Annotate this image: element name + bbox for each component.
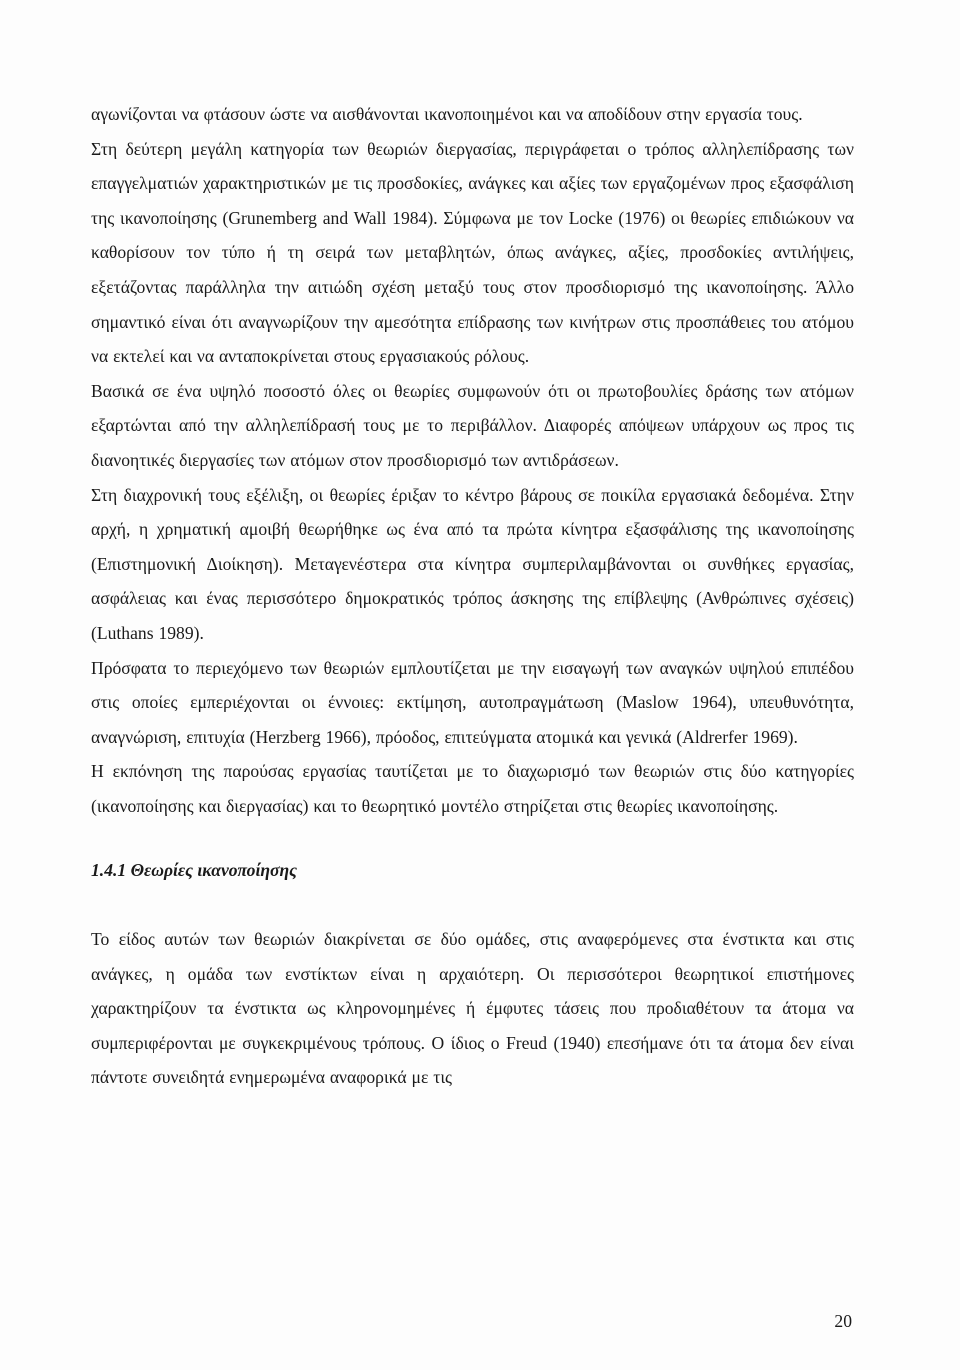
paragraph-2: Στη δεύτερη μεγάλη κατηγορία των θεωριών διεργασίας, περιγράφεται ο τρόπος αλληλεπίδρασης των επαγγελματιών χαρακτηριστικών με τις προσδοκίες, ανάγκες και αξίες των εργαζομένων προς εξασφάλιση της ικανοποίησης (Grunemberg and Wall 1984). Σύμφωνα με τον Locke (1976) οι θεωρίες επιδιώκουν να καθορίσουν τον τύπο ή τη σειρά των μεταβλητών, όπως ανάγκες, αξίες, προσδοκίες αντιλήψεις, εξετάζοντας παράλληλα την αιτιώδη σχέση μεταξύ τους στον προσδιορισμό της ικανοποίησης. Άλλο σημαντικό είναι ότι αναγνωρίζουν την αμεσότητα επίδρασης των κινήτρων στις προσπάθειες του ατόμου να εκτελεί και να ανταποκρίνεται στους εργασιακούς ρόλους.	[91, 138, 854, 367]
paragraph-1: αγωνίζονται να φτάσουν ώστε να αισθάνονται ικανοποιημένοι και να αποδίδουν στην εργασία τους.	[91, 104, 803, 124]
body-text	[91, 97, 854, 1095]
paragraph-4: Στη διαχρονική τους εξέλιξη, οι θεωρίες έριξαν το κέντρο βάρους σε ποικίλα εργασιακά δεδομένα. Στην αρχή, η χρηματική αμοιβή θεωρήθηκε ως ένα από τα πρώτα κίνητρα εξασφάλισης της ικανοποίησης (Επιστημονική Διοίκηση). Μεταγενέστερα στα κίνητρα συμπεριλαμβάνονται οι συνθήκες εργασίας, ασφάλειας και ένας περισσότερο δημοκρατικός τρόπος άσκησης της επίβλεψης (Ανθρώπινες σχέσεις) (Luthans 1989).	[91, 484, 854, 643]
paragraph-3: Βασικά σε ένα υψηλό ποσοστό όλες οι θεωρίες συμφωνούν ότι οι πρωτοβουλίες δράσης των ατόμων εξαρτώνται από την αλληλεπίδρασή τους με το περιβάλλον. Διαφορές απόψεων υπάρχουν ως προς τις διανοητικές διεργασίες των ατόμων στον προσδιορισμό των αντιδράσεων.	[91, 380, 854, 470]
paragraph-6: Η εκπόνηση της παρούσας εργασίας ταυτίζεται με το διαχωρισμό των θεωριών στις δύο κατηγορίες (ικανοποίησης και διεργασίας) και το θεωρητικό μοντέλο στηρίζεται στις θεωρίες ικανοποίησης.	[91, 761, 854, 816]
page-number: 20	[834, 1311, 852, 1331]
section-heading: 1.4.1 Θεωρίες ικανοποίησης	[91, 860, 298, 881]
section-paragraph: Το είδος αυτών των θεωριών διακρίνεται σε δύο ομάδες, στις αναφερόμενες στα ένστικτα και στις ανάγκες, η ομάδα των ενστίκτων είναι η αρχαιότερη. Οι περισσότεροι θεωρητικοί επιστήμονες χαρακτηρίζουν τα ένστικτα ως κληρονομημένες ή έμφυτες τάσεις που προδιαθέτουν τα άτομα να συμπεριφέρονται με συγκεκριμένους τρόπους. Ο ίδιος ο Freud (1940) επεσήμανε ότι τα άτομα δεν είναι πάντοτε συνειδητά ενημερωμένα αναφορικά με τις	[91, 929, 854, 1088]
paragraph-5: Πρόσφατα το περιεχόμενο των θεωριών εμπλουτίζεται με την εισαγωγή των αναγκών υψηλού επιπέδου στις οποίες εμπεριέχονται οι έννοιες: εκτίμηση, αυτοπραγμάτωση (Maslow 1964), υπευθυνότητα, αναγνώριση, επιτυχία (Herzberg 1966), πρόοδος, επιτεύγματα ατομικά και γενικά (Aldrerfer 1969).	[91, 657, 854, 747]
